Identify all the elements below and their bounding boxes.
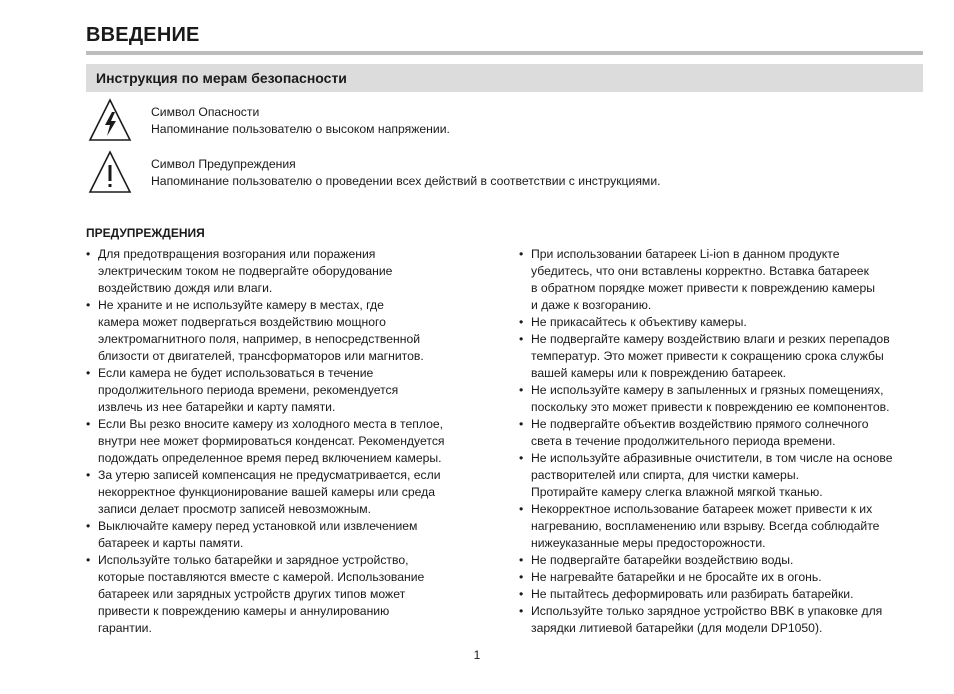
danger-symbol-row bbox=[86, 98, 923, 148]
list-item: • Не используйте абразивные очистители, в том числе на основе растворителей или спирта, для чистки камеры. Протирайте камеру слегка влажной мягкой тканью. bbox=[519, 451, 893, 499]
bullet: • bbox=[86, 247, 91, 261]
list-item: • Не пытайтесь деформировать или разбирать батарейки. bbox=[519, 587, 854, 601]
bullet: • bbox=[519, 604, 524, 618]
bullet: • bbox=[86, 366, 91, 380]
warnings-list-right bbox=[519, 246, 929, 637]
list-item: • Не нагревайте батарейки и не бросайте их в огонь. bbox=[519, 570, 822, 584]
warnings-heading: ПРЕДУПРЕЖДЕНИЯ bbox=[86, 226, 205, 240]
bullet: • bbox=[519, 417, 524, 431]
bullet: • bbox=[519, 247, 524, 261]
caution-symbol-description: Напоминание пользователю о проведении всех действий в соответствии с инструкциями. bbox=[151, 174, 661, 188]
bullet: • bbox=[86, 298, 91, 312]
list-item: • Не используйте камеру в запыленных и грязных помещениях, поскольку это может привести к повреждению ее компонентов. bbox=[519, 383, 890, 414]
bullet: • bbox=[519, 502, 524, 516]
bullet: • bbox=[519, 383, 524, 397]
bullet: • bbox=[86, 519, 91, 533]
list-item: • Не прикасайтесь к объективу камеры. bbox=[519, 315, 747, 329]
list-item: • За утерю записей компенсация не предусматривается, если некорректное функционирование вашей камеры или среда записи делает просмотр записей невозможным. bbox=[86, 468, 441, 516]
bullet: • bbox=[519, 570, 524, 584]
caution-symbol-name: Символ Предупреждения bbox=[151, 157, 296, 171]
list-item: • Не храните и не используйте камеру в местах, где камера может подвергаться воздействию мощного электромагнитного поля, например, в непосредственной близости от двигателей, трансформаторов или магнитов. bbox=[86, 298, 424, 363]
list-item: • Если Вы резко вносите камеру из холодного места в теплое, внутри нее может формироваться конденсат. Рекомендуется подождать определенное время перед включением камеры. bbox=[86, 417, 445, 465]
title-divider bbox=[86, 51, 923, 55]
bullet: • bbox=[86, 417, 91, 431]
bullet: • bbox=[86, 553, 91, 567]
list-item: • Не подвергайте камеру воздействию влаги и резких перепадов температур. Это может привести к сокращению срока службы вашей камеры или к повреждению батареек. bbox=[519, 332, 890, 380]
warnings-list-left bbox=[86, 246, 496, 637]
list-item: • При использовании батареек Li-ion в данном продукте убедитесь, что они вставлены корректно. Вставка батареек в обратном порядке может привести к повреждению камеры и даже к возгоранию. bbox=[519, 247, 875, 312]
list-item: • Если камера не будет использоваться в течение продолжительного периода времени, рекомендуется извлечь из нее батарейки и карту памяти. bbox=[86, 366, 399, 414]
page-number: 1 bbox=[473, 648, 481, 662]
list-item: • Используйте только батарейки и зарядное устройство, которые поставляются вместе с камерой. Использование батареек или зарядных устройств других типов может привести к повреждению камеры и аннулированию гарантии. bbox=[86, 553, 425, 635]
section-title: Инструкция по мерам безопасности bbox=[96, 70, 347, 86]
bullet: • bbox=[519, 451, 524, 465]
bullet: • bbox=[519, 587, 524, 601]
list-item: • Не подвергайте объектив воздействию прямого солнечного света в течение продолжительного периода времени. bbox=[519, 417, 869, 448]
bullet: • bbox=[519, 315, 524, 329]
list-item: • Для предотвращения возгорания или поражения электрическим током не подвергайте оборудование воздействию дождя или влаги. bbox=[86, 247, 393, 295]
section-header-bar bbox=[86, 64, 923, 92]
exclamation-warning-icon bbox=[88, 150, 132, 194]
list-item: • Используйте только зарядное устройство BBK в упаковке для зарядки литиевой батарейки (для модели DP1050). bbox=[519, 604, 883, 635]
list-item: • Некорректное использование батареек может привести к их нагреванию, воспламенению или взрыву. Всегда соблюдайте нижеуказанные меры предосторожности. bbox=[519, 502, 880, 550]
danger-symbol-name: Символ Опасности bbox=[151, 105, 260, 119]
page-title: ВВЕДЕНИЕ bbox=[86, 24, 200, 46]
bullet: • bbox=[86, 468, 91, 482]
caution-symbol-row bbox=[86, 150, 923, 200]
list-item: • Не подвергайте батарейки воздействию воды. bbox=[519, 553, 794, 567]
bullet: • bbox=[519, 553, 524, 567]
danger-symbol-description: Напоминание пользователю о высоком напряжении. bbox=[151, 122, 450, 136]
bullet: • bbox=[519, 332, 524, 346]
lightning-warning-icon bbox=[88, 98, 132, 142]
list-item: • Выключайте камеру перед установкой или извлечением батареек и карты памяти. bbox=[86, 519, 418, 550]
